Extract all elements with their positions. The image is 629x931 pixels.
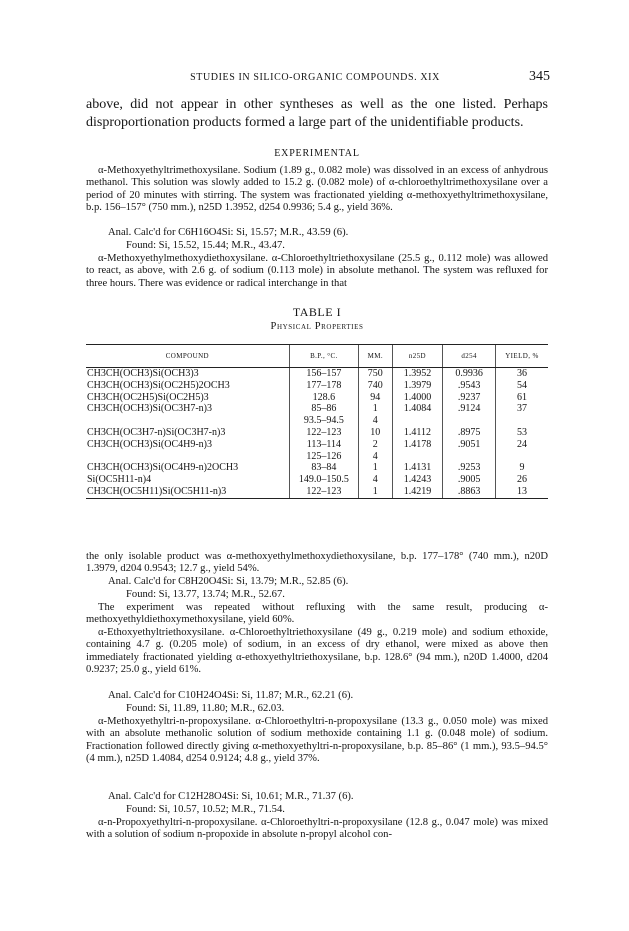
physical-properties-table: [86, 344, 548, 499]
n-cell: 1.3952: [392, 368, 443, 380]
column-header-compound: COMPOUND: [86, 345, 289, 368]
n-cell: 1.4219: [392, 486, 443, 498]
n-cell: [392, 415, 443, 427]
yield-cell: 26: [495, 474, 548, 486]
analysis-line: Anal. Calc'd for C6H16O4Si: Si, 15.57; M.R., 43.59 (6).: [108, 227, 349, 238]
column-header-bp: B.P., °C.: [289, 345, 358, 368]
bp-cell: 128.6: [289, 392, 358, 404]
compound-cell: [86, 451, 289, 463]
mm-cell: 740: [359, 380, 392, 392]
table-row: [86, 462, 548, 474]
compound-cell: CH3CH(OCH3)Si(OC3H7-n)3: [87, 403, 212, 415]
n-cell: 1.4000: [392, 392, 443, 404]
paragraph-repeated-experiment: The experiment was repeated without refluxing with the same result, producing α-methoxyethyldiethoxymethoxysilane, yield 60%.: [86, 602, 548, 626]
table-row: [86, 439, 548, 451]
bp-cell: 156–157: [289, 368, 358, 380]
n-cell: 1.4131: [392, 462, 443, 474]
mm-cell: 750: [359, 368, 392, 380]
bp-cell: 83–84: [289, 462, 358, 474]
table-header-row: [86, 345, 548, 368]
page-number: 345: [529, 69, 550, 84]
n-cell: 1.4243: [392, 474, 443, 486]
bp-cell: 122–123: [289, 427, 358, 439]
compound-cell: CH3CH(OCH3)Si(OCH3)3: [87, 368, 199, 379]
table-body: [86, 368, 548, 499]
table-row: [86, 486, 548, 498]
found-line: Found: Si, 13.77, 13.74; M.R., 52.67.: [126, 589, 285, 600]
n-cell: 1.4084: [392, 403, 443, 415]
experimental-heading: EXPERIMENTAL: [274, 148, 360, 159]
d-cell: .9253: [443, 462, 496, 474]
yield-cell: 37: [495, 403, 548, 415]
mm-cell: 4: [359, 451, 392, 463]
d-cell: .8863: [443, 486, 496, 498]
column-header-mm: MM.: [359, 345, 392, 368]
table-row: [86, 451, 548, 463]
d-cell: 0.9936: [443, 368, 496, 380]
compound-cell: CH3CH(OC5H11)Si(OC5H11-n)3: [86, 486, 289, 498]
analysis-line: Anal. Calc'd for C10H24O4Si: Si, 11.87; M.R., 62.21 (6).: [108, 690, 354, 701]
yield-cell: 9: [495, 462, 548, 474]
compound-cell: CH3CH(OC3H7-n)Si(OC3H7-n)3: [87, 426, 226, 438]
compound-cell: [86, 415, 289, 427]
paragraph-methoxyethyltrimethoxysilane: α-Methoxyethyltrimethoxysilane. Sodium (1.89 g., 0.082 mole) was dissolved in an excess of anhydrous methanol. This solution was slowly added to 15.2 g. (0.082 mole) of α-chloroethyltrimethoxysilane over a period of 20 minutes with stirring. The system was fractionated yielding α-methoxyethyltrimethoxysilane, b.p. 156–157° (750 mm.), n25D 1.3952, d254 0.9936; 5.4 g., yield 36%.: [86, 165, 548, 214]
table-row: [86, 380, 548, 392]
mm-cell: 1: [359, 486, 392, 498]
d-cell: [443, 415, 496, 427]
table-row: [86, 392, 548, 404]
bp-cell: 177–178: [289, 380, 358, 392]
analysis-line: Anal. Calc'd for C8H20O4Si: Si, 13.79; M.R., 52.85 (6).: [108, 576, 349, 587]
compound-cell: Si(OC5H11-n)4: [87, 474, 152, 486]
mm-cell: 2: [359, 439, 392, 451]
intro-paragraph: above, did not appear in other syntheses as well as the one listed. Perhaps disproportionation products formed a large part of the unidentifiable products.: [86, 97, 548, 130]
compound-cell: CH3CH(OCH3)Si(OC4H9-n)3: [87, 438, 212, 450]
d-cell: .8975: [443, 427, 496, 439]
mm-cell: 94: [359, 392, 392, 404]
n-cell: [392, 451, 443, 463]
found-line: Found: Si, 15.52, 15.44; M.R., 43.47.: [126, 240, 285, 251]
mm-cell: 1: [359, 403, 392, 415]
found-line: Found: Si, 10.57, 10.52; M.R., 71.54.: [126, 804, 285, 815]
paragraph-only-isolable-product: the only isolable product was α-methoxyethylmethoxydiethoxysilane, b.p. 177–178° (740 mm.), n20D 1.3979, d204 0.9543; 12.7 g., yield 54%.: [86, 551, 548, 575]
table-row: [86, 474, 548, 486]
mm-cell: 10: [359, 427, 392, 439]
d-cell: [443, 451, 496, 463]
yield-cell: 53: [495, 427, 548, 439]
d-cell: .9543: [443, 380, 496, 392]
bp-cell: 93.5–94.5: [289, 415, 358, 427]
table-row: [86, 368, 548, 380]
yield-cell: 54: [495, 380, 548, 392]
mm-cell: 4: [359, 415, 392, 427]
d-cell: .9124: [443, 403, 496, 415]
yield-cell: [495, 415, 548, 427]
yield-cell: 61: [495, 392, 548, 404]
yield-cell: 24: [495, 439, 548, 451]
found-line: Found: Si, 11.89, 11.80; M.R., 62.03.: [126, 703, 285, 714]
table-row: [86, 415, 548, 427]
column-header-yield: YIELD, %: [495, 345, 548, 368]
d-cell: .9237: [443, 392, 496, 404]
column-header-refractive-index: n25D: [392, 345, 443, 368]
column-header-density: d254: [443, 345, 496, 368]
n-cell: 1.4112: [392, 427, 443, 439]
compound-cell: CH3CH(OCH3)Si(OC4H9-n)2OCH3: [87, 462, 239, 474]
yield-cell: 36: [495, 368, 548, 380]
paragraph-ethoxyethyltriethoxysilane: α-Ethoxyethyltriethoxysilane. α-Chloroethyltriethoxysilane (49 g., 0.219 mole) and sodium ethoxide, containing 4.7 g. (0.205 mole) of sodium, in an excess of dry ethanol, were mixed as above then immediately fractionated yielding α-ethoxyethyltriethoxysilane, b.p. 128.6° (94 mm.), n20D 1.4000, d204 0.9237; 25.0 g., yield 61%.: [86, 627, 548, 676]
running-title: STUDIES IN SILICO-ORGANIC COMPOUNDS. XIX: [190, 72, 440, 83]
bp-cell: 113–114: [289, 439, 358, 451]
yield-cell: [495, 451, 548, 463]
bp-cell: 122–123: [289, 486, 358, 498]
compound-cell: CH3CH(OC2H5)Si(OC2H5)3: [87, 391, 209, 403]
table-row: [86, 403, 548, 415]
yield-cell: 13: [495, 486, 548, 498]
compound-cell: CH3CH(OCH3)Si(OC2H5)2OCH3: [87, 379, 230, 391]
table-title: TABLE I: [292, 305, 342, 319]
d-cell: .9051: [443, 439, 496, 451]
d-cell: .9005: [443, 474, 496, 486]
mm-cell: 4: [359, 474, 392, 486]
table-subtitle: Physical Properties: [270, 321, 364, 332]
paragraph-methoxyethyltri-n-propoxysilane: α-Methoxyethyltri-n-propoxysilane. α-Chloroethyltri-n-propoxysilane (13.3 g., 0.050 mole) was mixed with an absolute methanolic solution of sodium methoxide containing 1.1 g. (0.048 mole) of sodium. Fractionation followed directly giving α-methoxyethyltri-n-propoxysilane, b.p. 85–86° (1 mm.), 93.5–94.5° (4 mm.), n25D 1.4084, d254 0.9124; 4.8 g., yield 37%.: [86, 716, 548, 765]
analysis-line: Anal. Calc'd for C12H28O4Si: Si, 10.61; M.R., 71.37 (6).: [108, 791, 354, 802]
paragraph-n-propoxyethyltri-n-propoxysilane: α-n-Propoxyethyltri-n-propoxysilane. α-Chloroethyltri-n-propoxysilane (12.8 g., 0.047 mole) was mixed with a solution of sodium n-propoxide in absolute n-propyl alcohol con-: [86, 817, 548, 841]
paragraph-methoxyethylmethoxydiethoxysilane: α-Methoxyethylmethoxydiethoxysilane. α-Chloroethyltriethoxysilane (25.5 g., 0.112 mole) was allowed to react, as above, with 2.6 g. of sodium (0.113 mole) in absolute methanol. The system was refluxed for three hours. There was evidence or radical interchange in that: [86, 253, 548, 289]
bp-cell: 149.0–150.5: [289, 474, 358, 486]
mm-cell: 1: [359, 462, 392, 474]
bp-cell: 125–126: [289, 451, 358, 463]
table-row: [86, 427, 548, 439]
bp-cell: 85–86: [289, 403, 358, 415]
n-cell: 1.4178: [392, 439, 443, 451]
n-cell: 1.3979: [392, 380, 443, 392]
